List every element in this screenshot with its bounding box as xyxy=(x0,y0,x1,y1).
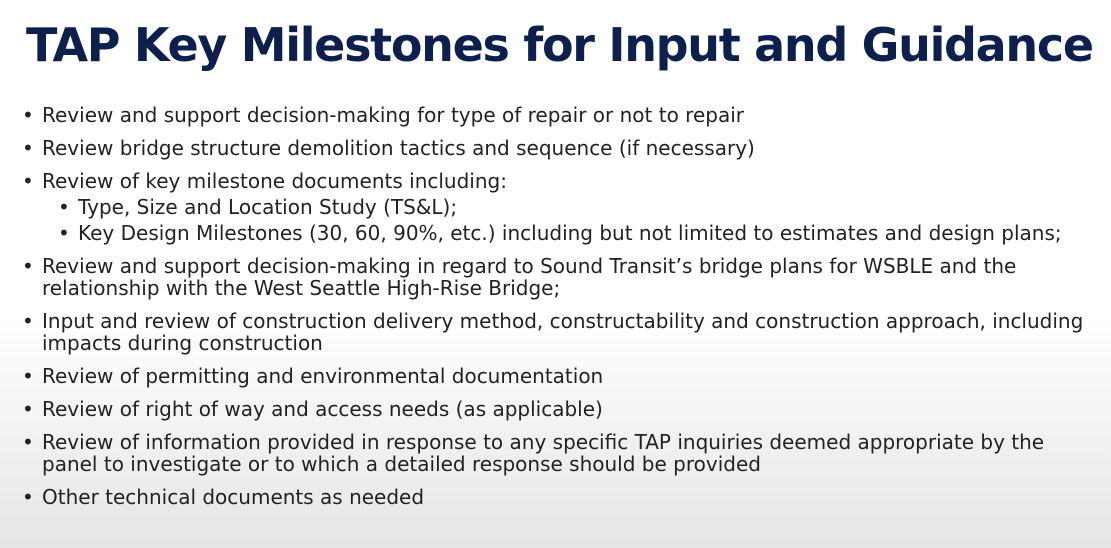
bullet-text: Review of key milestone documents including: xyxy=(42,169,507,193)
bullet-list xyxy=(18,104,1098,519)
bullet-item: • Review of permitting and environmental documentation xyxy=(18,365,1098,387)
sub-bullet-item: • Key Design Milestones (30, 60, 90%, etc.) including but not limited to estimates and design plans; xyxy=(42,222,1098,244)
bullet-item: • Review of right of way and access needs (as applicable) xyxy=(18,398,1098,420)
bullet-item: • Input and review of construction delivery method, constructability and construction approach, including impacts during construction xyxy=(18,310,1098,354)
bullet-item: • Review bridge structure demolition tactics and sequence (if necessary) xyxy=(18,137,1098,159)
slide-title: TAP Key Milestones for Input and Guidance xyxy=(26,18,1093,72)
bullet-item xyxy=(18,170,1098,244)
bullet-item: • Review and support decision-making for type of repair or not to repair xyxy=(18,104,1098,126)
bullet-item: • Other technical documents as needed xyxy=(18,486,1098,508)
bullet-item: • Review and support decision-making in regard to Sound Transit’s bridge plans for WSBLE and the relationship with the West Seattle High-Rise Bridge; xyxy=(18,255,1098,299)
sub-bullet-item: • Type, Size and Location Study (TS&L); xyxy=(42,196,1098,218)
bullet-item: • Review of information provided in response to any specific TAP inquiries deemed appropriate by the panel to investigate or to which a detailed response should be provided xyxy=(18,431,1098,475)
sub-bullet-list xyxy=(42,196,1098,244)
